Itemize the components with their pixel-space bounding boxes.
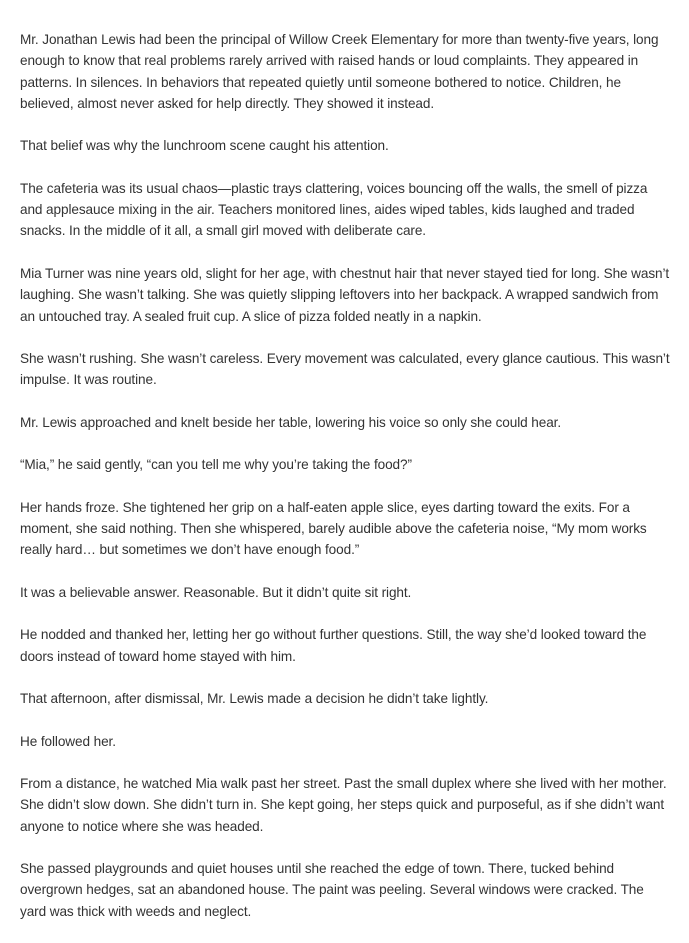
article-body — [20, 29, 672, 943]
paragraph: That afternoon, after dismissal, Mr. Lewis made a decision he didn’t take lightly. — [20, 691, 489, 707]
paragraph: Her hands froze. She tightened her grip on a half-eaten apple slice, eyes darting toward the exits. For a moment, she said nothing. Then she whispered, barely audible above the cafeteria noise, “My mom works really hard… but sometimes we don’t have enough food.” — [20, 499, 647, 558]
paragraph: “Mia,” he said gently, “can you tell me why you’re taking the food?” — [20, 457, 412, 473]
paragraph: The cafeteria was its usual chaos—plastic trays clattering, voices bouncing off the walls, the smell of pizza and applesauce mixing in the air. Teachers monitored lines, aides wiped tables, kids laughed and traded snacks. In the middle of it all, a small girl moved with deliberate care. — [20, 180, 648, 239]
paragraph: She passed playgrounds and quiet houses until she reached the edge of town. There, tucked behind overgrown hedges, sat an abandoned house. The paint was peeling. Several windows were cracked. The yard was thick with weeds and neglect. — [20, 861, 644, 919]
paragraph: That belief was why the lunchroom scene caught his attention. — [20, 138, 389, 154]
paragraph: It was a believable answer. Reasonable. But it didn’t quite sit right. — [20, 584, 412, 600]
paragraph: He followed her. — [20, 733, 116, 749]
paragraph: She wasn’t rushing. She wasn’t careless. Every movement was calculated, every glance cautious. This wasn’t impulse. It was routine. — [20, 351, 670, 388]
paragraph: Mia Turner was nine years old, slight for her age, with chestnut hair that never stayed tied for long. She wasn’t laughing. She wasn’t talking. She was quietly slipping leftovers into her backpack. A wrapped sandwich from an untouched tray. A sealed fruit cup. A slice of pizza folded neatly in a napkin. — [20, 265, 670, 324]
paragraph: From a distance, he watched Mia walk past her street. Past the small duplex where she lived with her mother. She didn’t slow down. She didn’t turn in. She kept going, her steps quick and purposeful, as if she didn’t want anyone to notice where she was headed. — [20, 776, 667, 834]
paragraph: Mr. Jonathan Lewis had been the principal of Willow Creek Elementary for more than twenty-five years, long enough to know that real problems rarely arrived with raised hands or loud complaints. They appeared in patterns. In silences. In behaviors that repeated quietly until someone bothered to notice. Children, he believed, almost never asked for help directly. They showed it instead. — [20, 32, 659, 111]
paragraph: Mr. Lewis approached and knelt beside her table, lowering his voice so only she could hear. — [20, 414, 562, 430]
paragraph: He nodded and thanked her, letting her go without further questions. Still, the way she’d looked toward the doors instead of toward home stayed with him. — [20, 627, 647, 664]
